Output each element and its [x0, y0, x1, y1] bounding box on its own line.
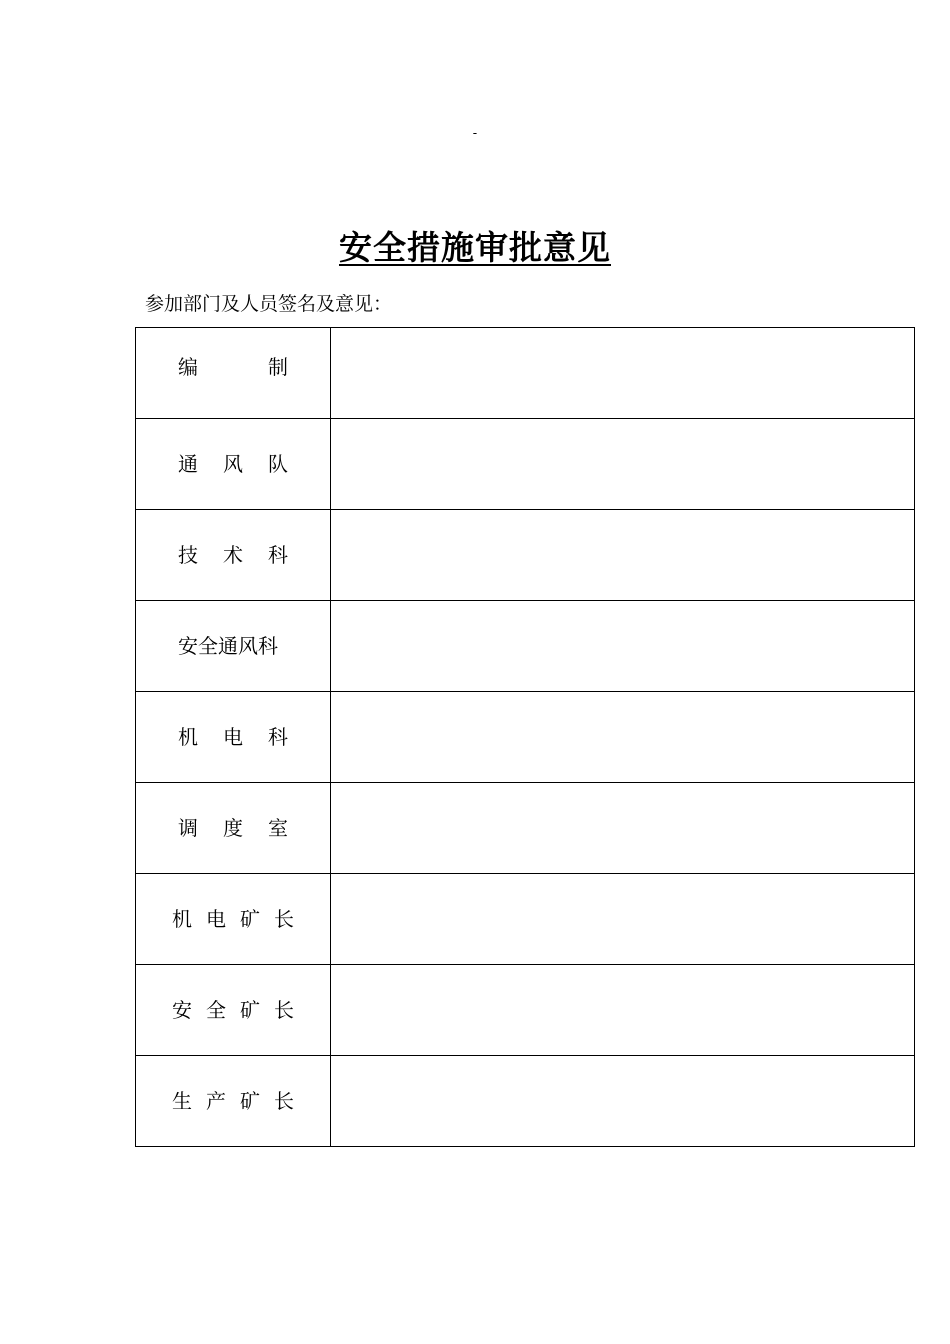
department-label — [136, 353, 330, 381]
department-label-char: 机 — [172, 907, 192, 931]
department-label — [136, 541, 330, 569]
department-label-char: 矿 — [240, 998, 260, 1022]
department-label-char: 生 — [172, 1089, 192, 1113]
department-label-char: 科 — [268, 543, 288, 567]
department-label-char: 安 — [172, 998, 192, 1022]
signature-opinion-cell[interactable] — [331, 874, 915, 965]
department-label-char: 编 — [178, 355, 198, 379]
department-cell — [136, 601, 331, 692]
department-label — [136, 632, 330, 660]
department-label-char: 队 — [268, 452, 288, 476]
department-cell — [136, 692, 331, 783]
table-row — [136, 1056, 915, 1147]
table-row — [136, 419, 915, 510]
department-label-char: 风 — [223, 452, 243, 476]
department-cell — [136, 965, 331, 1056]
department-label-char: 矿 — [240, 907, 260, 931]
table-row — [136, 510, 915, 601]
department-label-char: 长 — [274, 998, 294, 1022]
department-cell — [136, 874, 331, 965]
table-row — [136, 601, 915, 692]
department-label-char: 电 — [223, 725, 243, 749]
department-label-char: 室 — [268, 816, 288, 840]
department-label-char: 制 — [268, 355, 288, 379]
signature-opinion-cell[interactable] — [331, 419, 915, 510]
department-label-char: 矿 — [240, 1089, 260, 1113]
department-label-char: 调 — [178, 816, 198, 840]
department-label-char: 度 — [223, 816, 243, 840]
intro-text: 参加部门及人员签名及意见： — [145, 293, 393, 315]
department-label — [136, 1087, 330, 1115]
department-label — [136, 996, 330, 1024]
table-row — [136, 965, 915, 1056]
department-cell — [136, 510, 331, 601]
approval-table — [135, 327, 915, 1147]
department-label-char: 电 — [206, 907, 226, 931]
department-label-char: 通 — [178, 452, 198, 476]
department-label-char: 安全通风科 — [178, 634, 278, 658]
department-label-char: 全 — [206, 998, 226, 1022]
department-label-char: 长 — [274, 907, 294, 931]
signature-opinion-cell[interactable] — [331, 328, 915, 419]
department-cell — [136, 328, 331, 419]
department-label-char: 术 — [223, 543, 243, 567]
signature-opinion-cell[interactable] — [331, 692, 915, 783]
department-label-char: 产 — [206, 1089, 226, 1113]
department-cell — [136, 419, 331, 510]
department-label-char: 机 — [178, 725, 198, 749]
department-label-char: 科 — [268, 725, 288, 749]
page-header-mark: - — [472, 126, 478, 141]
signature-opinion-cell[interactable] — [331, 965, 915, 1056]
table-row — [136, 783, 915, 874]
department-label — [136, 450, 330, 478]
department-label-char: 技 — [178, 543, 198, 567]
department-cell — [136, 1056, 331, 1147]
document-title: 安全措施审批意见 — [339, 228, 611, 267]
department-label-char: 长 — [274, 1089, 294, 1113]
signature-opinion-cell[interactable] — [331, 1056, 915, 1147]
table-row — [136, 874, 915, 965]
signature-opinion-cell[interactable] — [331, 601, 915, 692]
signature-opinion-cell[interactable] — [331, 783, 915, 874]
department-label — [136, 814, 330, 842]
table-row — [136, 328, 915, 419]
signature-opinion-cell[interactable] — [331, 510, 915, 601]
department-cell — [136, 783, 331, 874]
table-row — [136, 692, 915, 783]
department-label — [136, 723, 330, 751]
department-label — [136, 905, 330, 933]
